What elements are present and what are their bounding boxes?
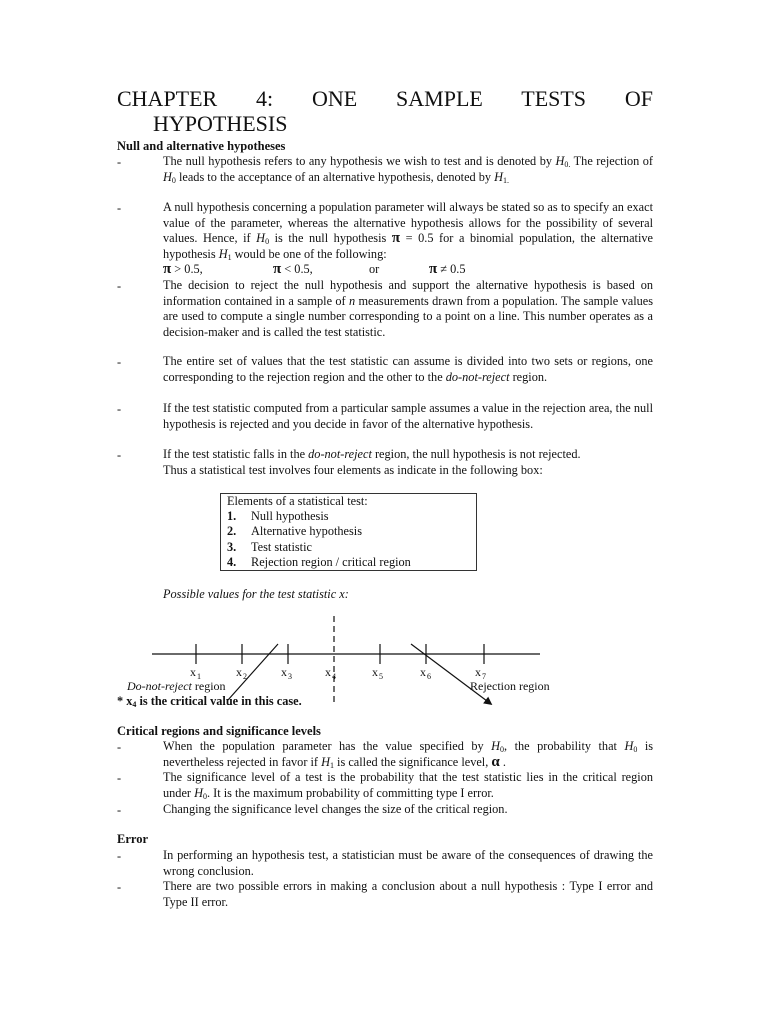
svg-text:x: x — [420, 665, 426, 679]
section-heading-error: Error — [117, 832, 149, 846]
svg-text:3: 3 — [288, 672, 292, 681]
paragraph-changing-significance: Changing the significance level changes the size of the critical region. — [163, 802, 508, 816]
chapter-title: CHAPTER 4: ONE SAMPLE TESTS OF — [117, 86, 653, 111]
paragraph-probability-type-i: The significance level of a test is the probability that the test statistic lies in the critical region under $H_0$. It is the maximum probability of committing type I error. — [163, 770, 653, 801]
tick-label-x5 — [372, 665, 383, 681]
critical-value-note: * $x_4$ is the critical value in this case. — [117, 694, 302, 709]
bullet-marker: - — [117, 771, 122, 785]
bullet-marker: - — [117, 279, 122, 293]
bullet-marker: - — [117, 402, 122, 416]
section-heading-null-alternative: Null and alternative hypotheses — [117, 139, 286, 153]
number-line-diagram — [0, 610, 768, 720]
svg-text:x: x — [236, 665, 242, 679]
paragraph-rejection-area: If the test statistic computed from a particular sample assumes a value in the rejection area, the null hypothesis is rejected and you decide in favor of the alternative hypothesis. — [163, 401, 653, 431]
elements-item: 1. Null hypothesis — [227, 509, 329, 524]
elements-box-heading: Elements of a statistical test: — [227, 494, 368, 508]
rejection-region-label: Rejection region — [470, 679, 550, 693]
svg-text:6: 6 — [427, 672, 431, 681]
paragraph-do-not-reject: If the test statistic falls in the do-not-reject region, the null hypothesis is not rejected. Thus a statistical test involves four elements as indicate in the following box: — [163, 447, 581, 477]
paragraph-significance-level: When the population parameter has the value specified by $H_0$, the probability that $H_0$ is nevertheless rejected in favor if $H_1$ is called the significance level, α . — [163, 739, 654, 770]
svg-text:5: 5 — [379, 672, 383, 681]
diagram-caption: Possible values for the test statistic x: — [163, 587, 349, 601]
svg-text:1: 1 — [197, 672, 201, 681]
elements-item: 3. Test statistic — [227, 539, 312, 554]
elements-box — [220, 493, 477, 571]
bullet-marker: - — [117, 355, 122, 369]
section-heading-critical-regions: Critical regions and significance levels — [117, 724, 321, 738]
elements-item: 2. Alternative hypothesis — [227, 524, 362, 539]
tick-label-x6 — [420, 665, 431, 681]
tick-label-x2 — [236, 665, 247, 681]
pi-symbol: π — [391, 230, 401, 246]
paragraph-two-errors: There are two possible errors in making a conclusion about a null hypothesis : Type I error and Type II error. — [163, 879, 653, 909]
alpha-symbol: α — [491, 753, 500, 770]
paragraph-regions: The entire set of values that the test statistic can assume is divided into two sets or regions, one corresponding to the rejection region and the other to the do-not-reject region. — [163, 354, 653, 384]
bullet-marker: - — [117, 740, 122, 754]
paragraph-consequences: In performing an hypothesis test, a statistician must be aware of the consequences of drawing the wrong conclusion. — [163, 848, 653, 878]
elements-item: 4. Rejection region / critical region — [227, 554, 411, 569]
bullet-marker: - — [117, 201, 122, 215]
paragraph-population-parameter: A null hypothesis concerning a population parameter will always be stated so as to specify an exact value of the parameter, whereas the alternative hypothesis allows for the possibility of several values. Hence, if $H_0$ is the null hypothesis π = 0.5 for a binomial population, the alternative hypothesis $H_1$ would be one of the following: — [163, 200, 653, 262]
svg-text:4: 4 — [332, 672, 336, 681]
do-not-reject-region-label: Do-not-reject region — [127, 679, 226, 693]
paragraph-decision: The decision to reject the null hypothesis and support the alternative hypothesis is based on information contained in a sample of n measurements drawn from a population. The sample values are used to compute a single number corresponding to a point on a line. This number operates as a decision-maker and is called the test statistic. — [163, 278, 654, 339]
svg-text:x: x — [475, 665, 481, 679]
svg-text:x: x — [325, 665, 331, 679]
svg-text:2: 2 — [243, 672, 247, 681]
paragraph-null-hypothesis: The null hypothesis refers to any hypothesis we wish to test and is denoted by $H_{0.}$ The rejection of $H_0$ leads to the acceptance of an alternative hypothesis, denoted by $H_{1.}$ — [163, 154, 654, 185]
chapter-title-line2: HYPOTHESIS — [153, 111, 288, 136]
bullet-marker: - — [117, 448, 122, 462]
bullet-marker: - — [117, 880, 122, 894]
svg-text:x: x — [281, 665, 287, 679]
svg-text:x: x — [190, 665, 196, 679]
bullet-marker: - — [117, 155, 122, 169]
bullet-marker: - — [117, 803, 122, 817]
svg-text:x: x — [372, 665, 378, 679]
alternative-hypotheses-row: π > 0.5, π < 0.5, or π ≠ 0.5 — [163, 261, 466, 277]
tick-label-x3 — [281, 665, 292, 681]
svg-text:7: 7 — [482, 672, 486, 681]
bullet-marker: - — [117, 849, 122, 863]
